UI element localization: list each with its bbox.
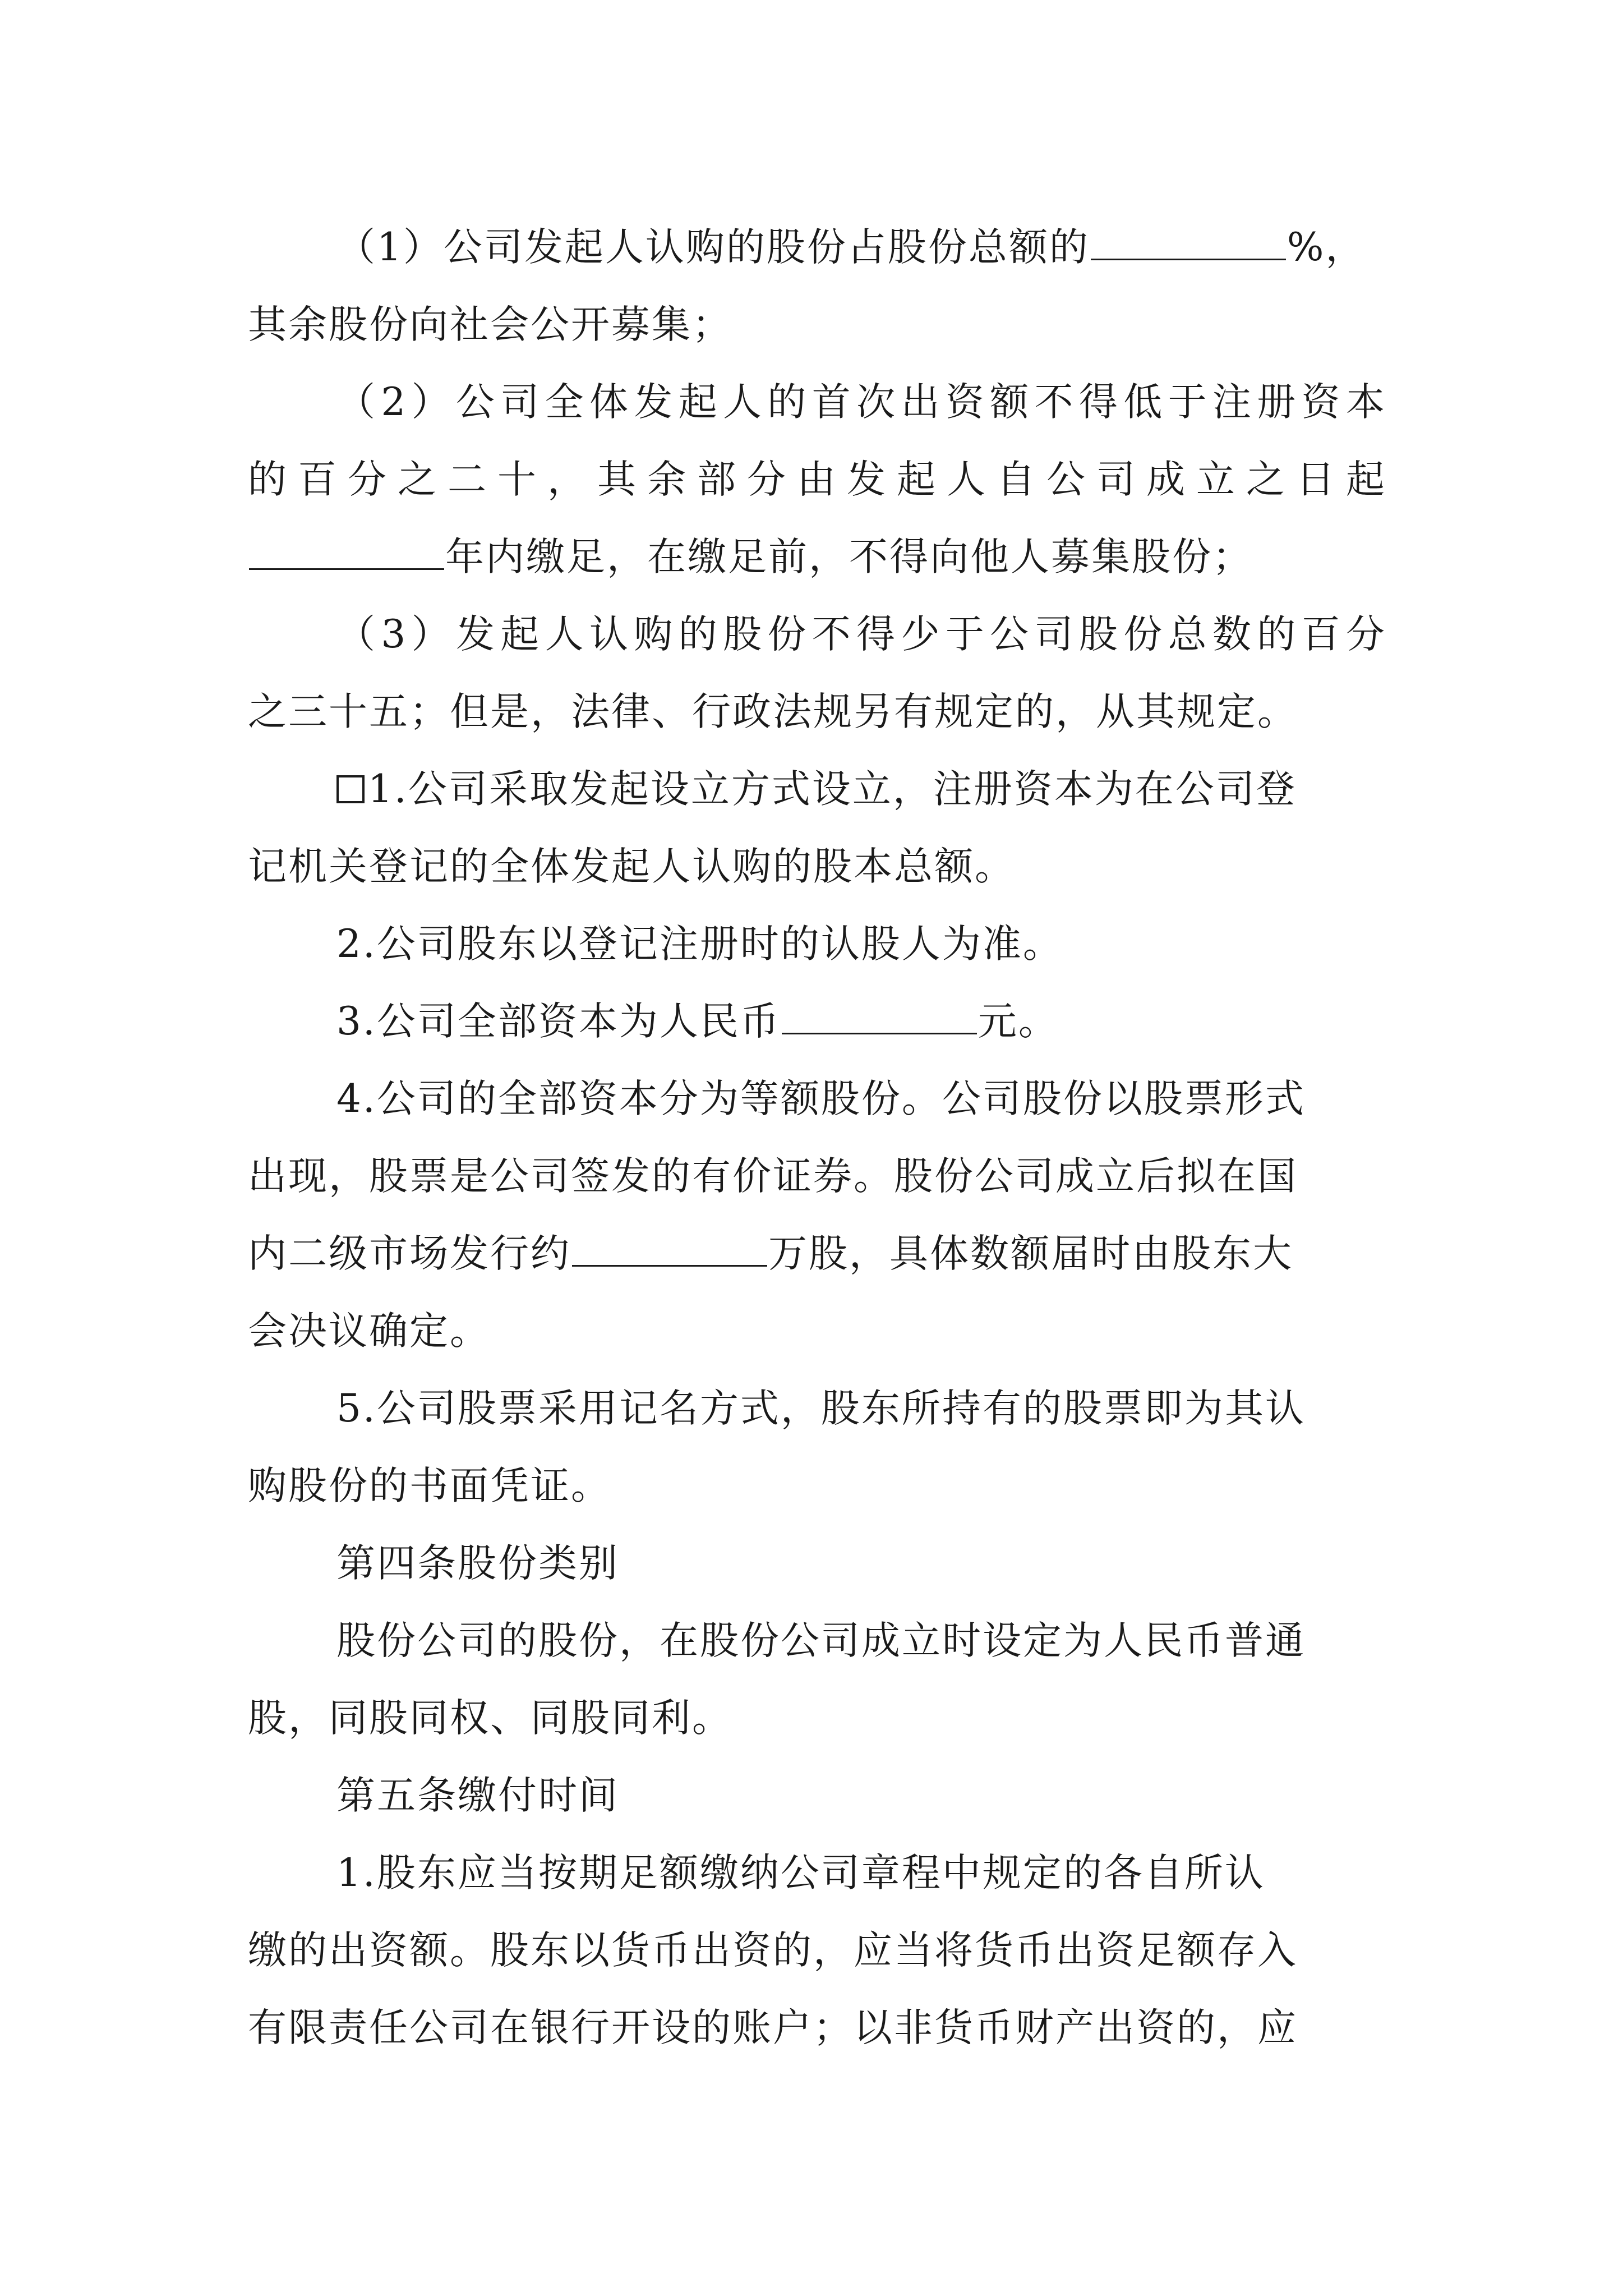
item5-line2: 购股份的书面凭证。 — [248, 1464, 611, 1508]
item3-suffix: 元。 — [978, 999, 1059, 1044]
article5-heading: 第五条缴付时间 — [336, 1773, 619, 1818]
para3-line2: 之三十五；但是，法律、行政法规另有规定的，从其规定。 — [248, 689, 1298, 734]
item3-text: 3.公司全部资本为人民币 — [336, 999, 781, 1044]
document-body — [248, 209, 1386, 2067]
article4-line2: 股，同股同权、同股同利。 — [248, 1696, 732, 1741]
para2-line1: （2）公司全体发起人的首次出资额不得低于注册资本 — [336, 380, 1386, 425]
item5-line1: 5.公司股票采用记名方式，股东所持有的股票即为其认 — [336, 1386, 1306, 1431]
item4-line1: 4.公司的全部资本分为等额股份。公司股份以股票形式 — [336, 1076, 1306, 1121]
para3-line1: （3）发起人认购的股份不得少于公司股份总数的百分 — [336, 612, 1386, 657]
item1-text: 1.公司采取发起设立方式设立，注册资本为在公司登 — [368, 767, 1297, 812]
para1-text: （1）公司发起人认购的股份占股份总额的 — [336, 225, 1090, 270]
fill-blank-percent[interactable] — [1091, 255, 1286, 260]
fill-blank-shares[interactable] — [572, 1262, 767, 1267]
para1-line2: 其余股份向社会公开募集； — [248, 302, 732, 347]
para2-line2: 的百分之二十，其余部分由发起人自公司成立之日起 — [248, 457, 1386, 502]
article4-heading: 第四条股份类别 — [336, 1541, 619, 1586]
item2-line1: 2.公司股东以登记注册时的认股人为准。 — [336, 922, 1063, 967]
para2-text: 年内缴足，在缴足前，不得向他人募集股份； — [445, 535, 1253, 579]
article4-line1: 股份公司的股份，在股份公司成立时设定为人民币普通 — [336, 1618, 1306, 1663]
para1-line1 — [248, 209, 1386, 286]
fill-blank-capital[interactable] — [782, 1029, 977, 1034]
item4-text: 内二级市场发行约 — [248, 1231, 571, 1276]
checkbox-icon[interactable] — [336, 775, 365, 803]
item3-line1 — [248, 983, 1386, 1060]
para1-suffix: %， — [1287, 225, 1366, 270]
item1-line2: 记机关登记的全体发起人认购的股本总额。 — [248, 844, 1015, 889]
item4-line3 — [248, 1215, 1386, 1292]
item4-suffix: 万股，具体数额届时由股东大 — [768, 1231, 1293, 1276]
para2-line3 — [248, 518, 1386, 596]
fill-blank-years[interactable] — [249, 565, 444, 570]
item4-line4: 会决议确定。 — [248, 1309, 490, 1354]
item1-line1 — [248, 751, 1386, 828]
item4-line2: 出现，股票是公司签发的有价证券。股份公司成立后拟在国 — [248, 1154, 1298, 1199]
article5-line3: 有限责任公司在银行开设的账户；以非货币财产出资的，应 — [248, 2005, 1298, 2050]
article5-line2: 缴的出资额。股东以货币出资的，应当将货币出资足额存入 — [248, 1928, 1298, 1973]
article5-line1: 1.股东应当按期足额缴纳公司章程中规定的各自所认 — [336, 1851, 1265, 1895]
